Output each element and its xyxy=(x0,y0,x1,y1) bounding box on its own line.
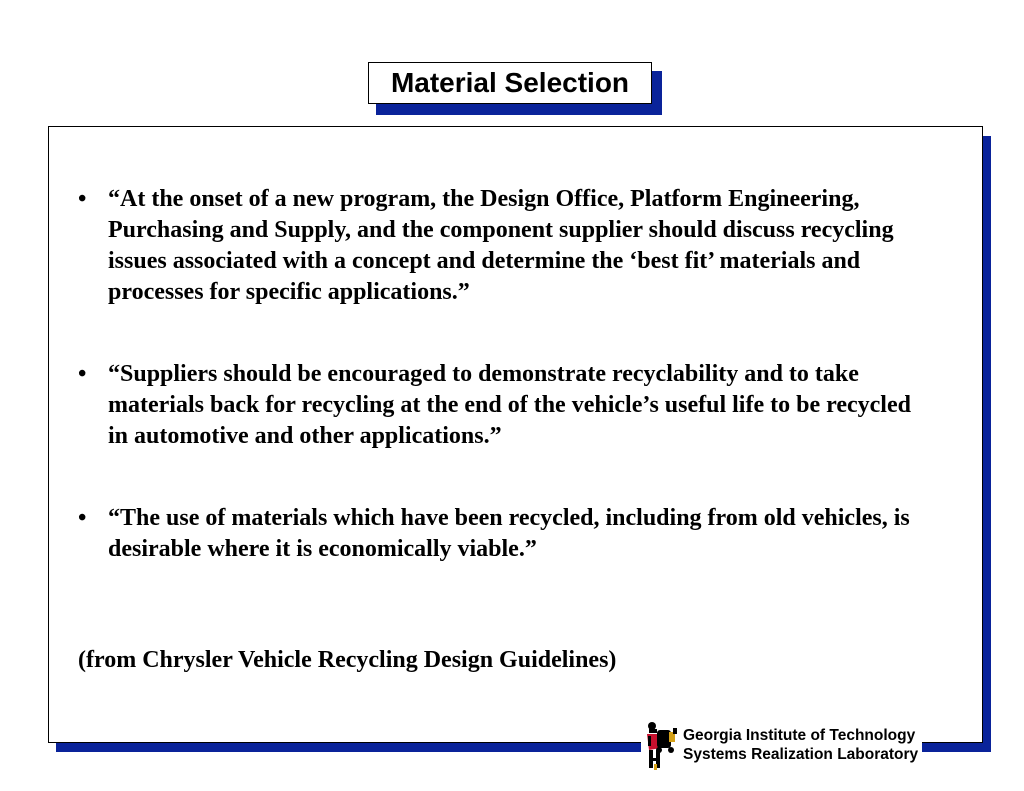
bullet-dot: • xyxy=(78,186,87,212)
bullet-text: “Suppliers should be encouraged to demonstrate recyclability and to take materials back for recycling at the end of the vehicle’s useful life to be recycled in automotive and other applications.” xyxy=(108,361,911,449)
bullet-text: “The use of materials which have been recycled, including from old vehicles, is desirable where it is economically viable.” xyxy=(108,505,910,562)
gt-mascot-logo-icon xyxy=(643,720,679,770)
bullet-item xyxy=(78,503,918,565)
bullet-dot: • xyxy=(78,505,87,531)
bullet-list xyxy=(78,184,918,616)
bullet-item xyxy=(78,184,918,308)
bullet-text: “At the onset of a new program, the Design Office, Platform Engineering, Purchasing and Supply, and the component supplier should discuss recycling issues associated with a concept and determine the ‘best fit’ materials and processes for specific applications.” xyxy=(108,186,894,305)
institution-text-block xyxy=(683,726,918,764)
slide-title: Material Selection xyxy=(368,62,652,104)
bullet-item xyxy=(78,359,918,452)
lab-name: Systems Realization Laboratory xyxy=(683,746,919,763)
bullet-dot: • xyxy=(78,361,87,387)
institution-name: Georgia Institute of Technology xyxy=(683,727,916,744)
source-citation: (from Chrysler Vehicle Recycling Design Guidelines) xyxy=(78,647,617,673)
footer-logo xyxy=(641,719,922,771)
